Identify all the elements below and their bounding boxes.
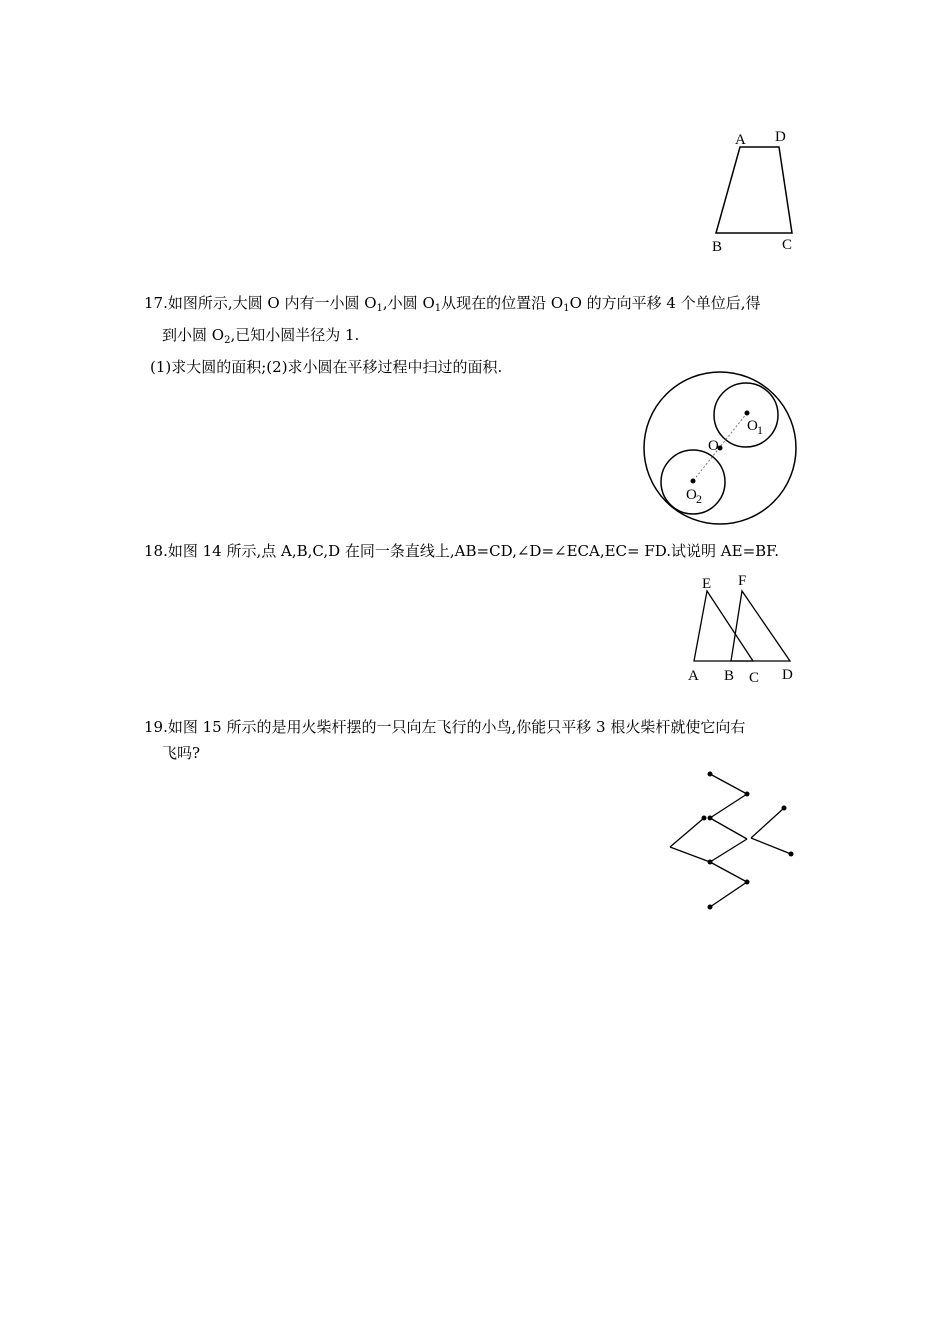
- matchstick-head: [745, 792, 750, 797]
- q17-text-2a: 到小圆 O: [162, 326, 225, 344]
- matchstick-3: [710, 818, 747, 839]
- q18-text: 如图 14 所示,点 A,B,C,D 在同一条直线上,AB=CD,∠D=∠ECA,EC= FD.试说明 AE=BF.: [167, 542, 780, 560]
- matchstick-5: [710, 862, 747, 882]
- label-o1: O: [747, 418, 758, 434]
- triangle-eac: [694, 591, 753, 661]
- q17-sub-2: 1: [434, 303, 442, 314]
- q17-text-1c: 从现在的位置沿 O: [441, 294, 564, 312]
- q17-text-3: (1)求大圆的面积;(2)求小圆在平移过程中扫过的面积.: [150, 358, 503, 376]
- matchstick-head: [708, 860, 713, 865]
- matchstick-head: [782, 806, 787, 811]
- matchstick-head: [708, 772, 713, 777]
- q17-line-2: [144, 322, 824, 354]
- matchstick-1: [710, 774, 747, 794]
- label-o1-sub: 1: [757, 423, 763, 437]
- label-b: B: [724, 668, 735, 684]
- matchstick-head: [708, 816, 713, 821]
- matchstick-bird-figure: [660, 764, 805, 916]
- label-d: D: [775, 129, 786, 145]
- matchstick-4: [710, 839, 747, 862]
- matchstick-2: [710, 794, 747, 818]
- label-d: D: [782, 667, 793, 683]
- trapezoid-abcd: [716, 147, 792, 233]
- q17-sub-1: 1: [376, 303, 383, 314]
- question-17: [144, 290, 824, 380]
- q17-text-1a: 如图所示,大圆 O 内有一小圆 O: [167, 294, 377, 312]
- label-f: F: [738, 573, 747, 589]
- q19-line-2: [144, 740, 824, 766]
- q17-line-1: [144, 290, 824, 322]
- label-a: A: [688, 668, 699, 684]
- center-o1-dot: [745, 411, 750, 416]
- q17-text-1d: O 的方向平移 4 个单位后,得: [569, 294, 761, 312]
- matchstick-6: [710, 882, 747, 907]
- matchstick-head: [702, 816, 707, 821]
- center-o2-dot: [691, 479, 696, 484]
- label-o2-sub: 2: [696, 492, 702, 506]
- matchstick-7: [670, 818, 704, 847]
- triangles-figure: [680, 568, 800, 688]
- matchstick-8: [670, 847, 710, 862]
- label-a: A: [735, 132, 746, 148]
- q17-text-2b: ,已知小圆半径为 1.: [230, 326, 360, 344]
- q19-text-1: 如图 15 所示的是用火柴杆摆的一只向左飞行的小鸟,你能只平移 3 根火柴杆就使它向右: [167, 718, 746, 736]
- label-c: C: [782, 237, 793, 253]
- matchstick-head: [745, 880, 750, 885]
- triangle-fbd: [731, 591, 790, 661]
- label-b: B: [712, 239, 723, 255]
- q19-text-2: 飞吗?: [162, 744, 201, 762]
- matchstick-head: [708, 905, 713, 910]
- q19-line-1: [144, 714, 824, 740]
- label-o2: O: [686, 487, 697, 503]
- question-19: [144, 714, 824, 766]
- matchstick-10: [751, 838, 791, 854]
- q18-line-1: [144, 538, 824, 564]
- q17-text-1b: ,小圆 O: [382, 294, 435, 312]
- matchstick-9: [751, 808, 784, 838]
- label-o: O: [708, 438, 719, 454]
- label-c: C: [749, 670, 760, 686]
- matchstick-head: [789, 852, 794, 857]
- label-e: E: [702, 576, 712, 592]
- q19-number: 19.: [144, 718, 168, 736]
- q17-sub-3: 1: [563, 303, 570, 314]
- trapezoid-figure: [700, 124, 810, 258]
- question-18: [144, 538, 824, 564]
- q17-sub-4: 2: [224, 335, 231, 346]
- circles-figure: [640, 368, 805, 530]
- q17-number: 17.: [144, 294, 168, 312]
- q18-number: 18.: [144, 542, 168, 560]
